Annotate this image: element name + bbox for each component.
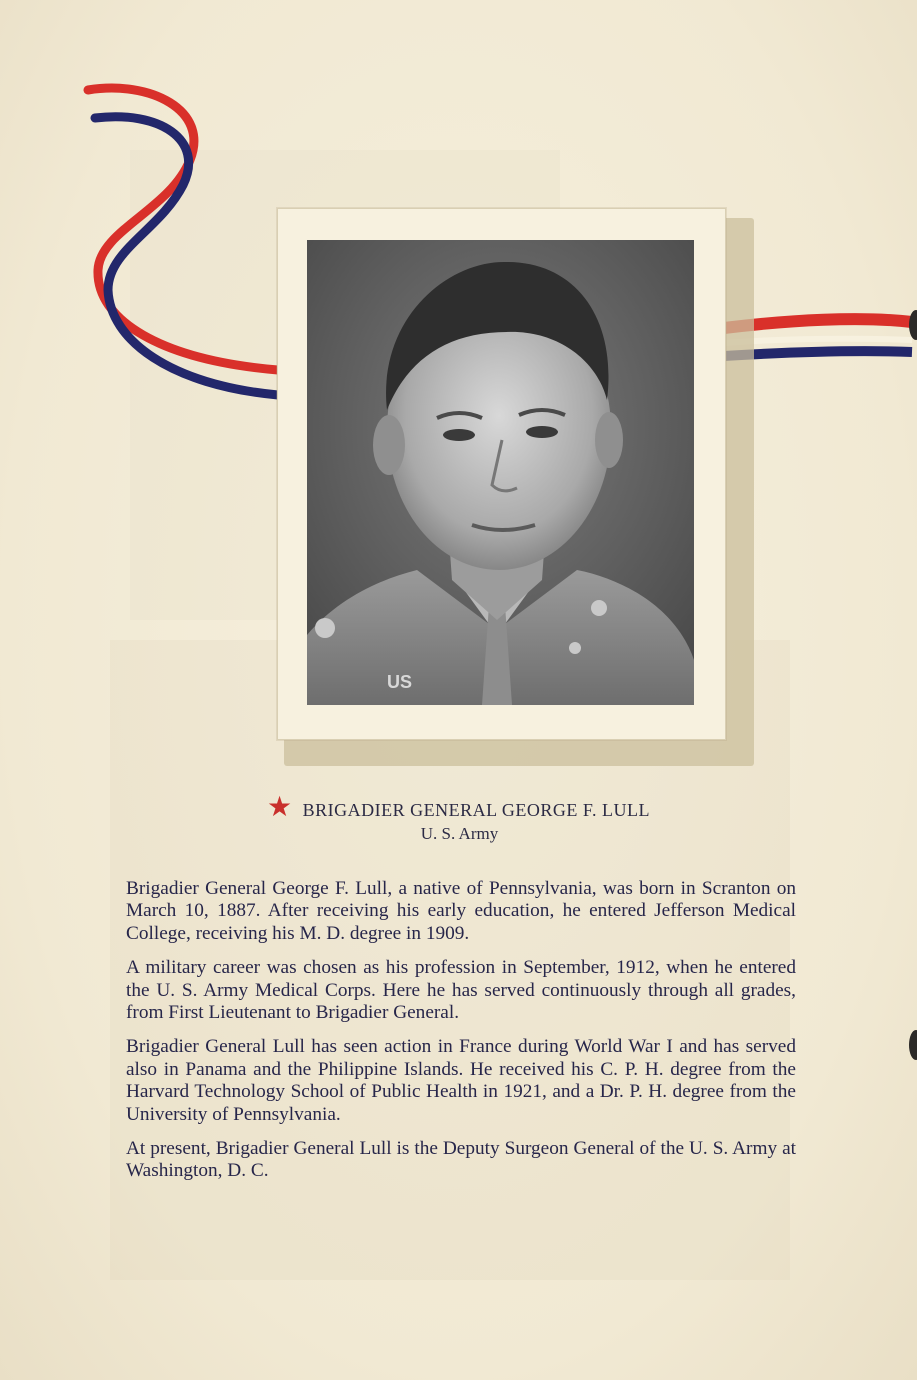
portrait-illustration bbox=[307, 240, 694, 705]
biography-paragraph: Brigadier General George F. Lull, a native of Pennsylvania, was born in Scranton on March 10, 1887. After receiving his early education, he entered Jefferson Medical College, receiving his M. D. degree in 1909. bbox=[126, 878, 796, 944]
subject-rank: U. S. Army bbox=[420, 824, 499, 843]
biography-paragraph: Brigadier General Lull has seen action in France during World War I and has served also in Panama and the Philippine Islands. He received his C. P. H. degree from the Harvard Technology School of Public Health in 1921, and a Dr. P. H. degree from the University of Pennsylvania. bbox=[126, 1036, 796, 1125]
caption-name-line bbox=[0, 792, 917, 823]
subject-name: BRIGADIER GENERAL GEORGE F. LULL bbox=[302, 799, 650, 820]
punch-hole bbox=[909, 1030, 917, 1060]
biography bbox=[126, 878, 796, 1195]
punch-hole bbox=[909, 310, 917, 340]
portrait-photo bbox=[307, 240, 694, 705]
biography-paragraph: At present, Brigadier General Lull is the Deputy Surgeon General of the U. S. Army at Washington, D. C. bbox=[126, 1138, 796, 1182]
star-icon: ★ bbox=[267, 792, 293, 823]
collar-us-insignia: US bbox=[387, 672, 413, 692]
biography-paragraph: A military career was chosen as his profession in September, 1912, when he entered the U. S. Army Medical Corps. Here he has served continuously through all grades, from First Lieutenant to Brigadier General. bbox=[126, 957, 796, 1024]
